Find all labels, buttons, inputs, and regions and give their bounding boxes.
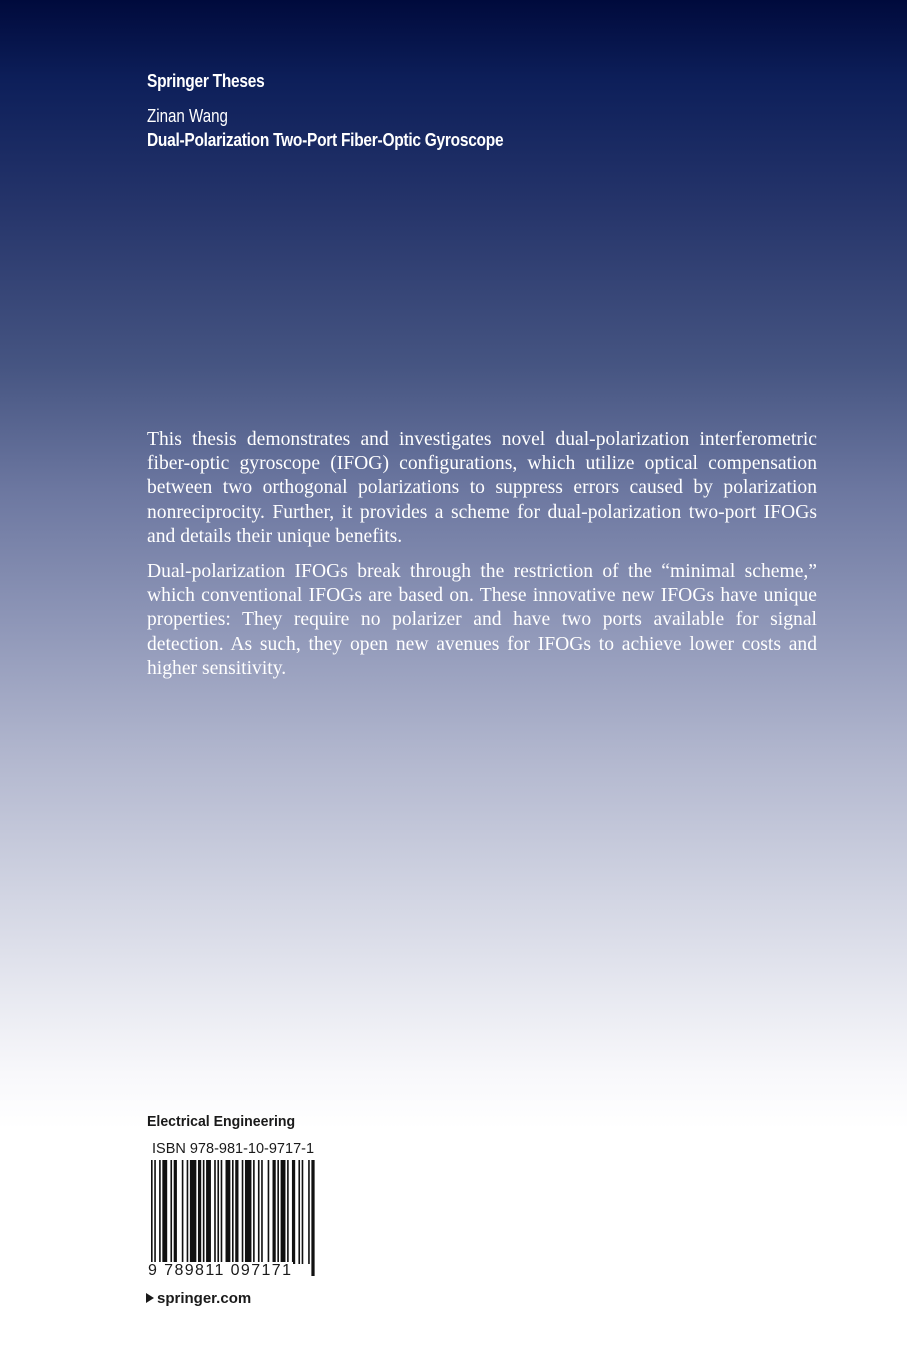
barcode-bar [214, 1160, 216, 1264]
barcode-bar [302, 1160, 304, 1264]
barcode-bar [198, 1160, 201, 1264]
triangle-right-icon [146, 1293, 154, 1303]
book-title: Dual-Polarization Two-Port Fiber-Optic Gyroscope [147, 130, 504, 150]
barcode-bar [253, 1160, 255, 1264]
barcode-bar [292, 1160, 295, 1264]
barcode-bar [217, 1160, 219, 1264]
website-label: springer.com [157, 1290, 252, 1307]
barcode-bar [226, 1160, 231, 1264]
barcode-bar [268, 1160, 270, 1264]
series-name: Springer Theses [147, 71, 265, 91]
barcode-bar [190, 1160, 196, 1264]
barcode-bar [182, 1160, 184, 1264]
barcode-bar [151, 1160, 153, 1276]
blurb [147, 428, 817, 692]
barcode-bar [221, 1160, 223, 1264]
barcode-bar [162, 1160, 167, 1264]
barcode-bar [298, 1160, 300, 1264]
barcode-digits: 9 789811 097171 [148, 1262, 293, 1279]
barcode-bar [287, 1160, 289, 1264]
barcode-bar [187, 1160, 189, 1264]
barcode-bar [261, 1160, 263, 1264]
barcode-bar [308, 1160, 310, 1264]
barcode-bar [258, 1160, 260, 1264]
barcode-bar [277, 1160, 279, 1264]
barcode-bar [159, 1160, 161, 1264]
barcode-bar [281, 1160, 286, 1264]
blurb-paragraph: Dual-polarization IFOGs break through the restriction of the “minimal scheme,” which conventional IFOGs are based on. These innovative new IFOGs have unique properties: They require no polarizer and have two ports available for signal detection. As such, they open new avenues for IFOGs to achieve lower costs and higher sensitivity. [147, 561, 817, 679]
barcode-bar [203, 1160, 205, 1264]
barcode-bar [311, 1160, 314, 1276]
subject-category: Electrical Engineering [147, 1113, 296, 1130]
barcode-bar [273, 1160, 276, 1264]
barcode-bar [245, 1160, 251, 1264]
barcode-bar [232, 1160, 234, 1276]
barcode-bar [206, 1160, 211, 1264]
barcode-bar [174, 1160, 177, 1264]
website-link[interactable] [146, 1290, 251, 1307]
barcode-bar [242, 1160, 244, 1264]
barcode-bar [170, 1160, 172, 1264]
barcode-bar [235, 1160, 238, 1276]
blurb-paragraph: This thesis demonstrates and investigates novel dual-polarization interferometric fiber-optic gyroscope (IFOG) configurations, which utilize optical compensation between two orthogonal polarizations to suppress errors caused by polarization nonreciprocity. Further, it provides a scheme for dual-polarization two-port IFOGs and details their unique benefits. [147, 429, 817, 547]
author-name: Zinan Wang [147, 106, 228, 126]
barcode-bar [154, 1160, 156, 1276]
isbn-label: ISBN 978-981-10-9717-1 [152, 1141, 315, 1157]
